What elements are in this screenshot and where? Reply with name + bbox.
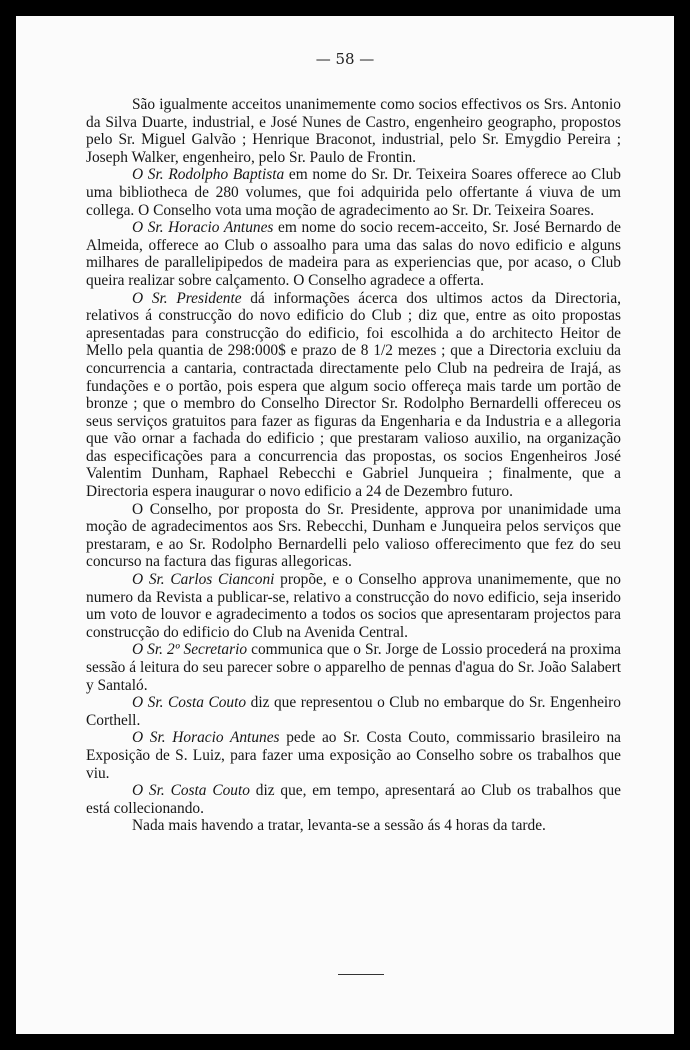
paragraph-text: diz que, em tempo, apresentará ao Club os trabalhos que está collecionando. xyxy=(86,782,621,817)
paragraph xyxy=(86,571,621,641)
speaker-lead: O Sr. Presidente xyxy=(132,289,242,307)
paragraph-text: diz que representou o Club no embarque do Sr. Engenheiro Corthell. xyxy=(86,694,621,729)
paragraph xyxy=(86,290,621,501)
speaker-lead: O Sr. Rodolpho Baptista xyxy=(132,166,285,184)
speaker-lead: O Sr. Horacio Antunes xyxy=(132,219,274,237)
paragraph xyxy=(86,641,621,694)
closing-rule xyxy=(338,974,384,975)
paragraph-text: dá informações ácerca dos ultimos actos da Directoria, relativos á construcção do novo edificio do Club ; diz que, entre as oito propostas apresentadas para construcção do edificio, foi escolhida a do architecto Heitor de Mello pela quantia de 298:000$ e prazo de 8 1/2 mezes ; que a Directoria excluiu da concurrencia a cantaria, contractada directamente pelo Club na pedreira de Irajá, as fundações e o portão, pois espera que algum socio offereça mais tarde um portão de bronze ; que o membro do Conselho Director Sr. Rodolpho Bernardelli offereceu os seus serviços gratuitos para fazer as figuras da Engenharia e da Industria e a allegoria que vão ornar a fachada do edificio ; que prestaram valioso auxilio, na organização das especificações para a concurrencia das propostas, os socios Engenheiros José Valentim Dunham, Raphael Rebecchi e Gabriel Junqueira ; finalmente, que a Directoria espera inaugurar o novo edificio a 24 de Dezembro futuro. xyxy=(86,289,621,501)
paragraph xyxy=(86,729,621,782)
page xyxy=(16,16,674,1034)
speaker-lead: O Sr. 2º Secretario xyxy=(132,641,248,659)
paragraph xyxy=(86,501,621,571)
paragraph-text: communica que o Sr. Jorge de Lossio procederá na proxima sessão á leitura do seu parecer sobre o apparelho de pennas d'agua do Sr. João Salabert y Santaló. xyxy=(86,641,621,694)
paragraph-text: O Conselho, por proposta do Sr. Presidente, approva por unanimidade uma moção de agradecimentos aos Srs. Rebecchi, Dunham e Junqueira pelos serviços que prestaram, e ao Sr. Rodolpho Bernardelli pelo valioso offerecimento que fez do seu concurso na factura das figuras allegoricas. xyxy=(86,500,621,571)
body-text xyxy=(86,96,621,835)
paragraph xyxy=(86,782,621,817)
paragraph-text: pede ao Sr. Costa Couto, commissario brasileiro na Exposição de S. Luiz, para fazer uma exposição ao Conselho sobre os trabalhos que viu. xyxy=(86,729,622,782)
paragraph xyxy=(86,166,621,219)
paragraph xyxy=(86,817,621,835)
paragraph-text: São igualmente acceitos unanimemente como socios effectivos os Srs. Antonio da Silva Duarte, industrial, e José Nunes de Castro, engenheiro geographo, propostos pelo Sr. Miguel Galvão ; Henrique Braconot, industrial, pelo Sr. Emygdio Pereira ; Joseph Walker, engenheiro, pelo Sr. Paulo de Frontin. xyxy=(86,96,621,166)
paragraph-text: em nome do socio recem-acceito, Sr. José Bernardo de Almeida, offerece ao Club o assoalho para uma das salas do novo edificio e alguns milhares de parallelipipedos de madeira para as experiencias que, por acaso, o Club queira realizar sobre calçamento. O Conselho agradece a offerta. xyxy=(86,219,621,289)
paragraph-text: em nome do Sr. Dr. Teixeira Soares offerece ao Club uma bibliotheca de 280 volumes, que foi adquirida pelo offertante á viuva de um collega. O Conselho vota uma moção de agradecimento ao Sr. Dr. Teixeira Soares. xyxy=(86,166,621,219)
paragraph xyxy=(86,219,621,289)
speaker-lead: O Sr. Horacio Antunes xyxy=(132,729,280,747)
paragraph-text: propõe, e o Conselho approva unanimemente, que no numero da Revista a publicar-se, relativo a construcção do novo edificio, seja inserido um voto de louvor e agradecimento a todos os socios que apresentaram projectos para construcção do edificio do Club na Avenida Central. xyxy=(86,571,621,641)
paragraph-text: Nada mais havendo a tratar, levanta-se a sessão ás 4 horas da tarde. xyxy=(132,817,546,835)
speaker-lead: O Sr. Costa Couto xyxy=(132,782,250,800)
page-number: — 58 — xyxy=(315,50,375,68)
speaker-lead: O Sr. Carlos Cianconi xyxy=(132,571,275,589)
speaker-lead: O Sr. Costa Couto xyxy=(132,694,247,712)
paragraph xyxy=(86,96,621,166)
paragraph xyxy=(86,694,621,729)
